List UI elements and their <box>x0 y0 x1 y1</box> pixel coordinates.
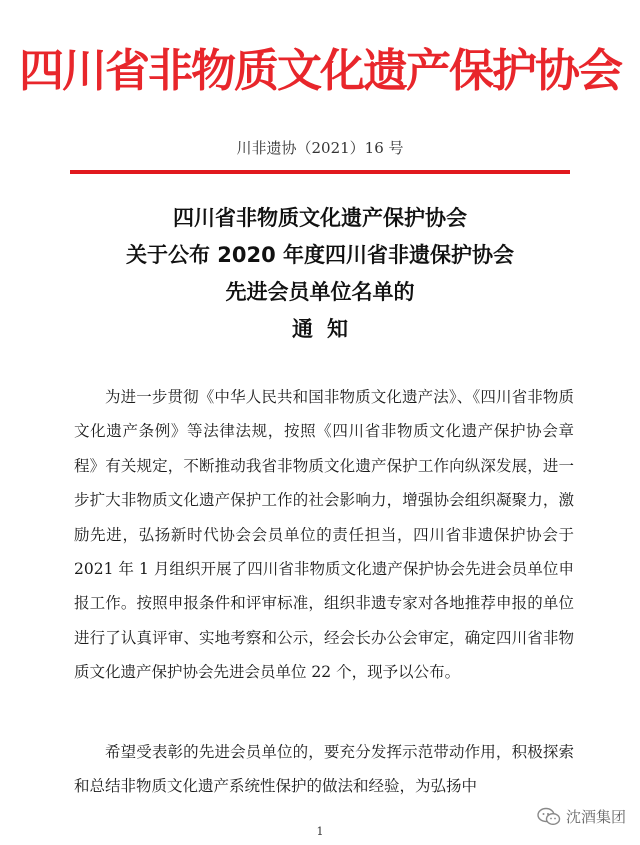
wechat-icon <box>537 807 561 827</box>
body-paragraph-2: 希望受表彰的先进会员单位的，要充分发挥示范带动作用，积极探索和总结非物质文化遗产系统性保护的做法和经验，为弘扬中 <box>74 743 574 796</box>
title-line-2: 关于公布 2020 年度四川省非遗保护协会 <box>125 243 515 267</box>
page-number: 1 <box>316 825 324 838</box>
red-divider-line <box>70 170 570 174</box>
title-line-1: 四川省非物质文化遗产保护协会 <box>173 206 467 230</box>
notice-title <box>0 200 640 348</box>
wechat-watermark <box>537 806 626 827</box>
watermark-label: 沈酒集团 <box>565 808 626 826</box>
title-line-3: 先进会员单位名单的 <box>225 280 415 304</box>
document-number: 川非遗协（2021）16 号 <box>236 139 404 157</box>
body-paragraph-1: 为进一步贯彻《中华人民共和国非物质文化遗产法》、《四川省非物质文化遗产条例》等法律法规，按照《四川省非物质文化遗产保护协会章程》有关规定，不断推动我省非物质文化遗产保护工作向纵深发展，进一步扩大非物质文化遗产保护工作的社会影响力，增强协会组织凝聚力，激励先进，弘扬新时代协会会员单位的责任担当，四川省非遗保护协会于 2021 年 1 月组织开展了四川省非物质文化遗产保护协会先进会员单位申报工作。按照申报条件和评审标准，组织非遗专家对各地推荐申报的单位进行了认真评审、实地考察和公示，经会长办公会审定，确定四川省非物质文化遗产保护协会先进会员单位 22 个，现予以公布。 <box>74 388 574 682</box>
org-header-title: 四川省非物质文化遗产保护协会 <box>18 44 621 97</box>
title-line-4: 通知 <box>292 317 362 341</box>
